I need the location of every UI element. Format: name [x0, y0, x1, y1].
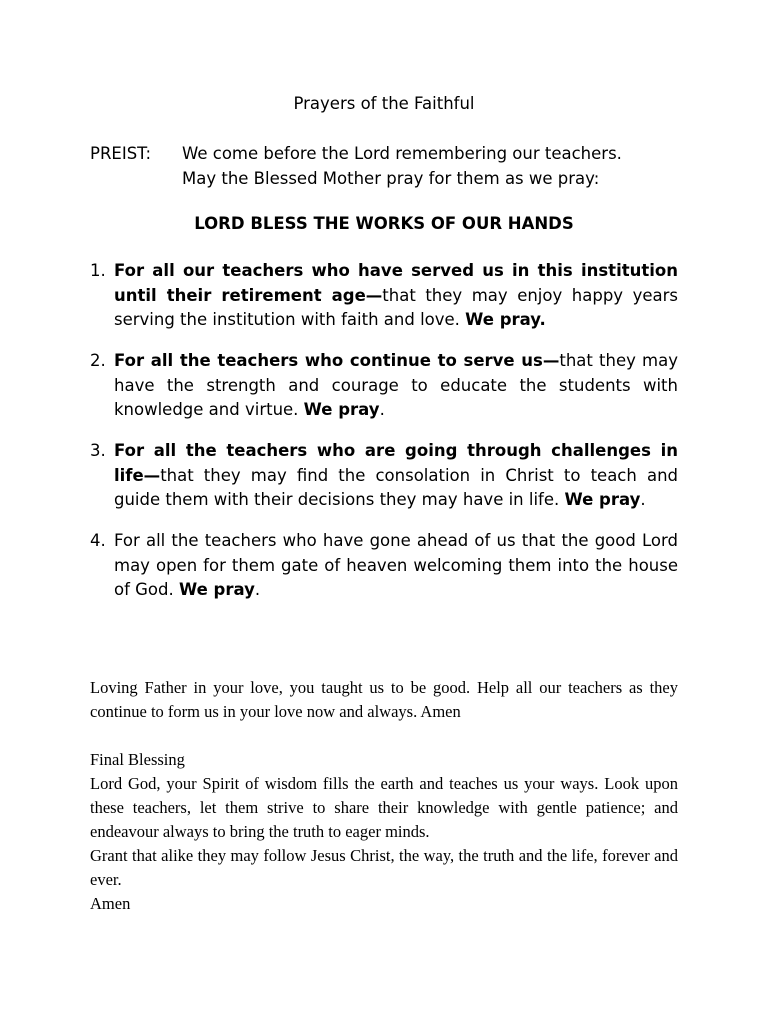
petition-bold-text: For all the teachers who are going through challenges in life— — [114, 441, 678, 485]
petition-text: For all the teachers who have gone ahead of us that the good Lord may open for them gate of heaven welcoming them into the house of God. — [114, 531, 678, 599]
petition-end: . — [640, 490, 646, 509]
petition-we-pray: We pray — [179, 580, 255, 599]
petition-item — [90, 259, 678, 333]
petition-list — [90, 259, 678, 619]
final-blessing-paragraph-1: Lord God, your Spirit of wisdom fills the earth and teaches us your ways. Look upon these teachers, let them strive to share their knowledge with gentle patience; and endeavour always to bring the truth to eager minds. — [90, 774, 678, 841]
petition-number: 4. — [90, 531, 106, 550]
priest-text — [182, 141, 702, 191]
closing-prayer: Loving Father in your love, you taught us to be good. Help all our teachers as they continue to form us in your love now and always. Amen — [90, 678, 678, 721]
final-blessing — [90, 748, 678, 916]
petition-item — [90, 439, 678, 513]
petition-number: 1. — [90, 261, 106, 280]
petition-number: 3. — [90, 441, 106, 460]
priest-line-1: We come before the Lord remembering our teachers. — [182, 144, 622, 163]
petition-bold-text: For all the teachers who continue to serve us— — [114, 351, 560, 370]
petition-end: . — [379, 400, 385, 419]
final-blessing-amen: Amen — [90, 894, 131, 913]
final-blessing-heading: Final Blessing — [90, 750, 185, 769]
petition-text: that they may have the strength and courage to educate the students with knowledge and virtue. — [114, 351, 678, 419]
final-blessing-paragraph-2: Grant that alike they may follow Jesus Christ, the way, the truth and the life, forever and ever. — [90, 846, 678, 889]
priest-label: PREIST: — [90, 144, 152, 163]
response-refrain: LORD BLESS THE WORKS OF OUR HANDS — [194, 214, 574, 233]
petition-end: . — [254, 580, 261, 599]
petition-we-pray: We pray — [303, 400, 380, 419]
petition-we-pray: We pray — [564, 490, 641, 509]
petition-item — [90, 529, 678, 603]
priest-line-2: May the Blessed Mother pray for them as we pray: — [182, 169, 600, 188]
document-title: Prayers of the Faithful — [293, 94, 475, 113]
petition-item — [90, 349, 678, 423]
petition-we-pray: We pray. — [465, 310, 546, 329]
petition-text: that they may find the consolation in Christ to teach and guide them with their decisions they may have in life. — [114, 465, 678, 509]
petition-bold-text: For all our teachers who have served us in this institution until their retirement age— — [114, 261, 678, 305]
petition-text: that they may enjoy happy years serving the institution with faith and love. — [114, 285, 679, 329]
petition-number: 2. — [90, 351, 106, 370]
